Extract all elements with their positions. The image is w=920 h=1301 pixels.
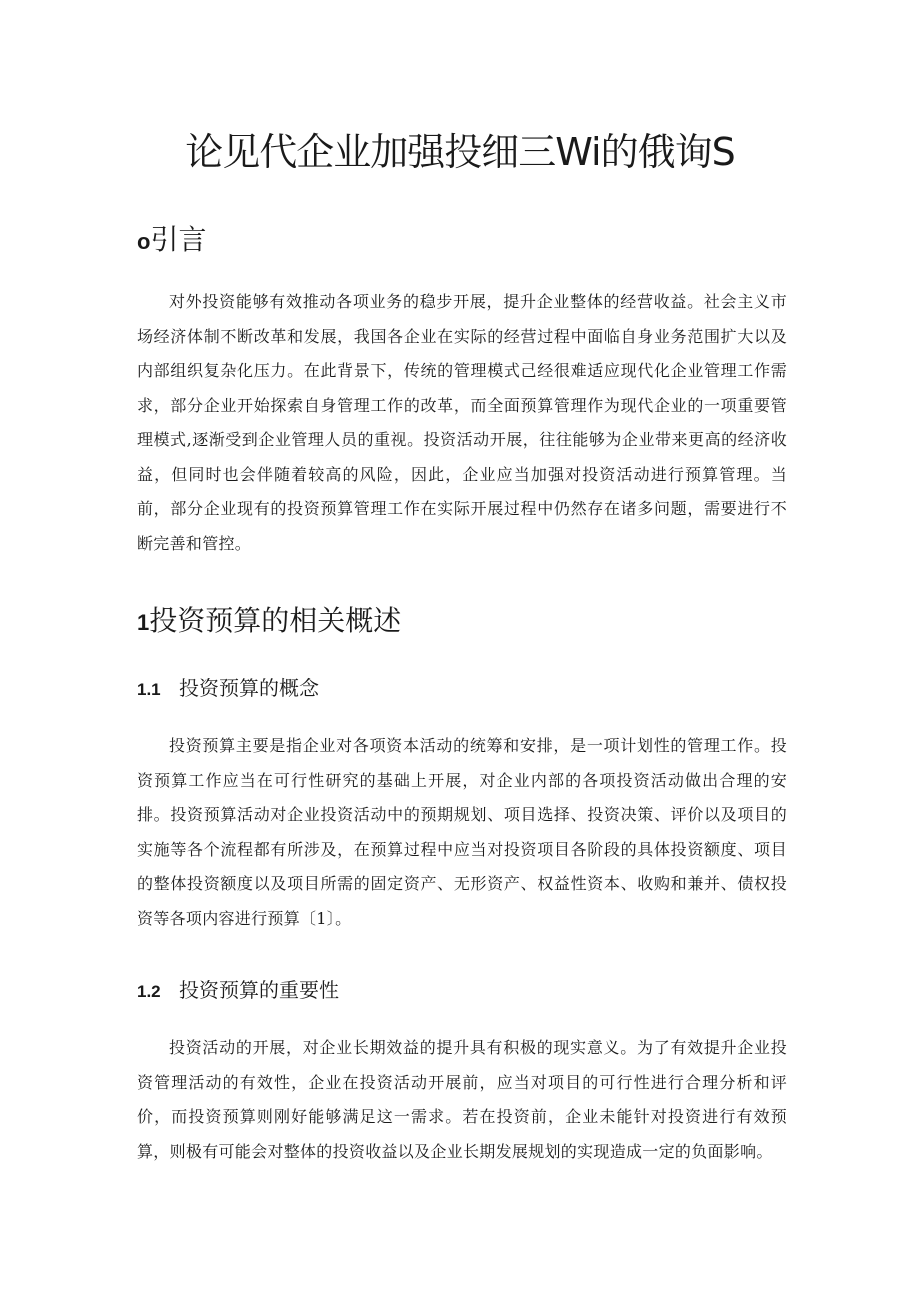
subsection-heading-importance bbox=[137, 976, 339, 1006]
subsection-number: 1.1 bbox=[137, 680, 161, 699]
subsection-title: 投资预算的概念 bbox=[179, 676, 319, 700]
section-heading-introduction bbox=[137, 222, 206, 260]
section-number: 1 bbox=[137, 610, 150, 635]
subsection-heading-concept bbox=[137, 674, 319, 704]
section-title: 引言 bbox=[150, 223, 207, 256]
subsection-title: 投资预算的重要性 bbox=[179, 978, 339, 1002]
document-title: 论见代企业加强投细三Wi的俄询S bbox=[185, 130, 735, 174]
section-title: 投资预算的相关概述 bbox=[149, 604, 402, 637]
paragraph-importance: 投资活动的开展，对企业长期效益的提升具有积极的现实意义。为了有效提升企业投资管理活动的有效性，企业在投资活动开展前，应当对项目的可行性进行合理分析和评价，而投资预算则刚好能够满足这一需求。若在投资前，企业未能针对投资进行有效预算，则极有可能会对整体的投资收益以及企业长期发展规划的实现造成一定的负面影响。 bbox=[137, 1038, 787, 1161]
paragraph-introduction: 对外投资能够有效推动各项业务的稳步开展，提升企业整体的经营收益。社会主义市场经济体制不断改革和发展，我国各企业在实际的经营过程中面临自身业务范围扩大以及内部组织复杂化压力。在此背景下，传统的管理模式己经很难适应现代化企业管理工作需求，部分企业开始探索自身管理工作的改革，而全面预算管理作为现代企业的一项重要管理模式,逐渐受到企业管理人员的重视。投资活动开展，往往能够为企业带来更高的经济收益，但同时也会伴随着较高的风险，因此，企业应当加强对投资活动进行预算管理。当前，部分企业现有的投资预算管理工作在实际开展过程中仍然存在诸多问题，需要进行不断完善和管控。 bbox=[137, 292, 787, 553]
paragraph-concept: 投资预算主要是指企业对各项资本活动的统筹和安排，是一项计划性的管理工作。投资预算工作应当在可行性研究的基础上开展，对企业内部的各项投资活动做出合理的安排。投资预算活动对企业投资活动中的预期规划、项目选择、投资决策、评价以及项目的实施等各个流程都有所涉及，在预算过程中应当对投资项目各阶段的具体投资额度、项目的整体投资额度以及项目所需的固定资产、无形资产、权益性资本、收购和兼并、债权投资等各项内容进行预算〔1〕。 bbox=[137, 736, 787, 928]
section-heading-overview bbox=[137, 603, 401, 641]
section-number: o bbox=[137, 229, 151, 254]
subsection-number: 1.2 bbox=[137, 982, 161, 1001]
